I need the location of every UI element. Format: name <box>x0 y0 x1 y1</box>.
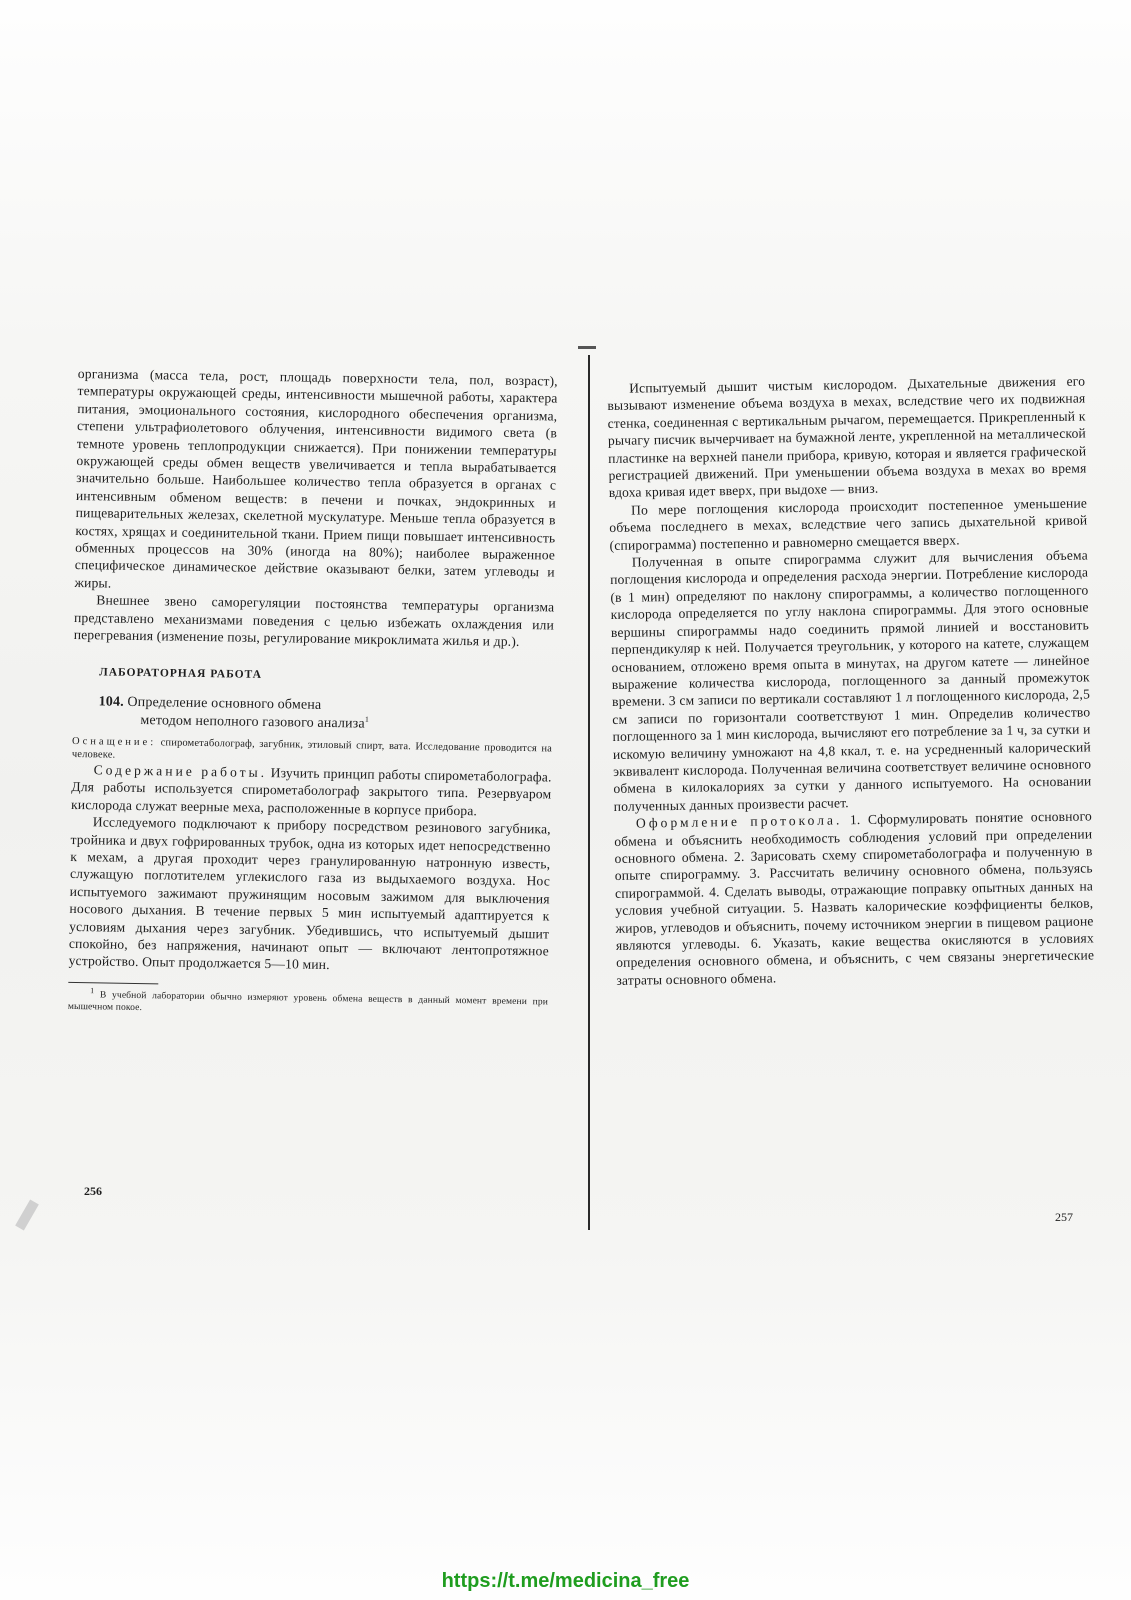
footnote <box>67 985 549 1021</box>
footnote-divider <box>68 982 158 984</box>
telegram-link[interactable]: https://t.me/medicina_free <box>441 1570 690 1592</box>
page-edge-shadow <box>15 1200 39 1231</box>
work-title-line2: методом неполного газового анализа <box>140 712 365 732</box>
equipment-label: Оснащение: <box>72 735 157 749</box>
right-page <box>607 372 1095 989</box>
work-number: 104. <box>98 694 124 710</box>
page-number-left: 256 <box>84 1184 102 1198</box>
left-page <box>68 365 558 1020</box>
content-text: Изучить принцип работы спирометаболографа. Для работы используется спирометаболограф закрытого типа. Резервуаром кислорода служат веерные меха, расположенные в корпусе прибора. <box>70 764 552 819</box>
left-paragraph-2: Внешнее звено саморегуляции постоянства температуры организма представлено механизмами поведения с целью избежать охлаждения или перегревания (изменение позы, регулирование микроклимата жилья и др.). <box>73 592 555 650</box>
lab-work-heading: ЛАБОРАТОРНАЯ РАБОТА <box>99 665 263 681</box>
footnote-text: В учебной лаборатории обычно измеряют уровень обмена веществ в данный момент времени при мышечном покое. <box>67 990 549 1013</box>
work-title-line1: Определение основного обмена <box>127 694 322 713</box>
work-title <box>98 693 553 736</box>
right-paragraph-2: По мере поглощения кислорода происходит постепенное уменьшение объема последнего в мехах, вследствие чего запись дыхательной кривой (спирограмма) постепенно и равномерно смещается вверх. <box>609 495 1088 553</box>
protocol-label: Оформление протокола. <box>635 812 843 831</box>
footnote-number: 1 <box>90 985 95 995</box>
left-paragraph-3: Исследуемого подключают к прибору посредством резинового загубника, тройника и двух гофрированных трубок, одна из которых идет непосредственно к мехам, а другая проходит через гранулированную натронную известь, служащую поглотителем углекислого газа из выдыхаемого воздуха. Нос испытуемого зажимают пружинящим носовым зажимом для выключения носового дыхания. В течение первых 5 мин испытуемый адаптируется к условиям дыхания через загубник. Убедившись, что испытуемый дышит спокойно, без напряжения, начинают опыт — включают лентопротяжное устройство. Опыт продолжается 5—10 мин. <box>68 814 551 973</box>
page-number-right: 257 <box>1055 1210 1073 1224</box>
content-label: Содержание работы. <box>93 762 268 780</box>
content-paragraph <box>71 761 552 821</box>
book-spine <box>588 355 590 1230</box>
protocol-paragraph <box>614 808 1095 990</box>
equipment-text: спирометаболограф, загубник, этиловый спирт, вата. Исследование проводится на человеке. <box>71 737 553 761</box>
left-paragraph-1: организма (масса тела, рост, площадь поверхности тела, пол, возраст), температуры окружающей среды, интенсивности мышечной работы, характера питания, эмоционального состояния, кислородного обеспечения организма, степени ультрафиолетового облучения, интенсивности видимого света (в темноте уровень теплопродукции снижается). При понижении температуры окружающей среды обмен веществ увеличивается и тепла вырабатывается значительно больше. Наибольшее количество тепла образуется в органах с интенсивным обменом веществ: в печени и почках, эндокринных и пищеварительных железах, скелетной мускулатуре. Меньше тепла образуется в костях, хрящах и соединительной ткани. Прием пищи повышает интенсивность обменных процессов на 30% (иногда на 80%); наиболее выраженное специфическое динамическое действие оказывают белки, затем углеводы и жиры. <box>74 365 558 591</box>
right-paragraph-1: Испытуемый дышит чистым кислородом. Дыхательные движения его вызывают изменение объема воздуха в мехах, вследствие чего их подвижная стенка, соединенная с вертикальным рычагом, перемещается. Прикрепленный к рычагу писчик вычерчивает на бумажной ленте, укрепленной на металлической пластинке на верхней панели прибора, кривую, которая и является графической регистрацией движений. При уменьшении объема воздуха в мехах во время вдоха кривая идет вверх, при выдохе — вниз. <box>607 373 1087 501</box>
right-paragraph-3: Полученная в опыте спирограмма служит для вычисления объема поглощения кислорода и определения расхода энергии. Потребление кислорода (в 1 мин) определяют по наклону спирограммы, а количество поглощенного кислорода определяется по углу наклона спирограммы. Для этого основные вершины спирограммы надо соединить прямой линией и восстановить перпендикуляр к ней. Получается треугольник, у которого на катете, служащем основанием, отложено время опыта в минутах, на другом катете — линейное выражение количества кислорода, поглощенного за данный промежуток времени. 3 см записи по вертикали составляют 1 л поглощенного кислорода, 2,5 см записи по горизонтали соответствуют 1 мин. Определив количество поглощенного за 1 мин кислорода, вычисляют его потребление за 1 ч, за сутки и искомую величину умножают на 4,8 ккал, т. е. на усредненный калорический эквивалент кислорода. Полученная величина соответствует величине основного обмена в килокалориях за сутки у данного испытуемого. На основании полученных данных произвести расчет. <box>610 547 1092 814</box>
protocol-text: 1. Сформулировать понятие основного обмена и объяснить необходимость соблюдения условий при определении основного обмена. 2. Зарисовать схему спирометаболографа и полученную в опыте спирограмму. 3. Рассчитать величину основного обмена, пользуясь спирограммой. 4. Сделать выводы, отражающие поправку опытных данных на условия учебной ситуации. 5. Назвать калорические коэффициенты белков, жиров, углеводов и объяснить, почему источником энергии в пищевом рационе являются углеводы. 6. Указать, какие вещества окисляются в условиях определения основного обмена, и объяснить, с чем связаны энергетические затраты основного обмена. <box>614 808 1095 988</box>
spine-mark <box>578 346 596 349</box>
footnote-mark: 1 <box>364 714 370 724</box>
